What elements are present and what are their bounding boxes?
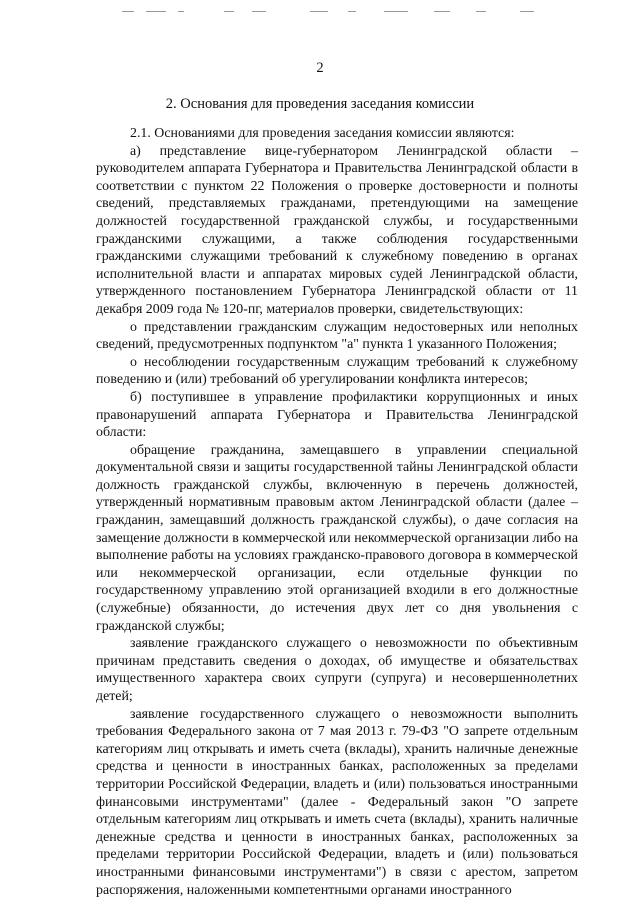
paragraph-citizen-appeal: обращение гражданина, замещавшего в управлении специальной документальной связи и защиты государственной тайны Ленинградской области должность гражданской службы, включенную в перечень должностей, утвержденный нормативным правовым актом Ленинградской области (далее – гражданин, замещавший должность гражданской службы), о даче согласия на замещение должности в коммерческой или некоммерческой организации либо на выполнение работы на условиях гражданско-правового договора в коммерческой или некоммерческой организации, если отдельные функции по государственному управлению этой организацией входили в его должностные (служебные) обязанности, до истечения двух лет со дня увольнения с гражданской службы; [96,442,578,634]
page-number: 2 [316,60,324,76]
paragraph-intro: 2.1. Основаниями для проведения заседания комиссии являются: [130,126,515,141]
paragraph-item-a: а) представление вице-губернатором Ленинградской области – руководителем аппарата Губернатора и Правительства Ленинградской области в соответствии с пунктом 22 Положения о проверке достоверности и полноты сведений, представляемых гражданами, претендующими на замещение должностей государственной гражданской службы, и государственными гражданскими служащими, а также соблюдения государственными гражданскими служащими требований к служебному поведению в органах исполнительной власти и аппаратах мировых судей Ленинградской области, утвержденного постановлением Губернатора Ленинградской области от 11 декабря 2009 года № 120-пг, материалов проверки, свидетельствующих: [96,143,578,317]
paragraph-income-statement: заявление гражданского служащего о невозможности по объективным причинам представить сведения о доходах, об имуществе и обязательствах имущественного характера своих супруги (супруга) и несовершеннолетних детей; [96,636,578,704]
scan-artifact-marks [0,11,640,15]
paragraph-subitem-unreliable-info: о представлении гражданским служащим недостоверных или неполных сведений, предусмотренных подпунктом "а" пункта 1 указанного Положения; [96,319,578,353]
paragraph-foreign-accounts: заявление государственного служащего о невозможности выполнить требования Федерального закона от 7 мая 2013 г. 79-ФЗ "О запрете отдельным категориям лиц открывать и иметь счета (вклады), хранить наличные денежные средства и ценности в иностранных банках, расположенных за пределами территории Российской Федерации, владеть и (или) пользоваться иностранными финансовыми инструментами" (далее - Федеральный закон "О запрете отдельным категориям лиц открывать и иметь счета (вклады), хранить наличные денежные средства и ценности в иностранных банках, расположенных за пределами территории Российской Федерации, владеть и (или) пользоваться иностранными финансовыми инструментами") в связи с арестом, запретом распоряжения, наложенными компетентными органами иностранного [96,706,578,898]
document-body [96,125,578,899]
paragraph-subitem-noncompliance: о несоблюдении государственным служащим требований к служебному поведению и (или) требований об урегулировании конфликта интересов; [96,354,578,388]
section-heading: 2. Основания для проведения заседания комиссии [165,96,475,112]
paragraph-item-b: б) поступившее в управление профилактики коррупционных и иных правонарушений аппарата Губернатора и Правительства Ленинградской области: [96,389,578,441]
